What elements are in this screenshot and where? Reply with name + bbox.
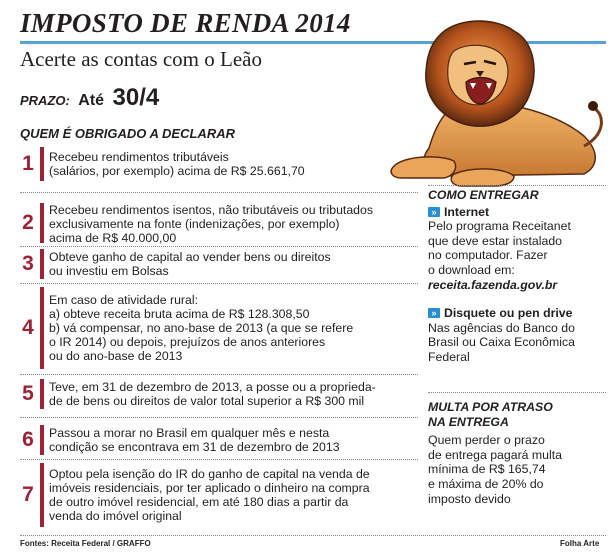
obligation-line: o IR 2014) ou depois, prejuízos de anos anteriores [49,335,326,349]
page-title: IMPOSTO DE RENDA 2014 [20,8,351,38]
obligation-line: Teve, em 31 de dezembro de 2013, a posse ou a proprieda- [49,380,376,394]
obligation-number: 1 [22,152,34,175]
item-separator [20,459,418,460]
obligation-line: ou investiu em Bolsas [49,264,169,278]
text-line: que deve estar instalado [428,233,562,248]
obligation-number: 6 [22,428,34,451]
text-line: de entrega pagará multa [428,447,562,462]
obligation-number: 7 [22,483,34,506]
penalty-description [428,433,608,506]
right-separator [428,185,606,186]
delivery-heading: COMO ENTREGAR [428,188,539,202]
obligation-line: de de bens ou direitos de valor total superior a R$ 300 mil [49,394,365,408]
deadline-label: PRAZO: [20,93,70,108]
deadline-date: 30/4 [112,84,160,111]
obligation-number: 3 [22,252,34,275]
obligation-item [20,379,418,409]
footer-credit: Folha Arte [560,539,600,548]
disquete-option [428,306,608,321]
delivery-section [428,188,608,365]
deadline [20,84,159,112]
obligation-text [49,203,418,243]
obligation-line: a) obteve receita bruta acima de R$ 128.308,50 [49,307,310,321]
deadline-prefix: Até [78,92,105,109]
text-line: Federal [428,349,470,364]
penalty-section [428,400,608,506]
text-line: Brasil ou Caixa Econômica [428,335,575,350]
lion-illustration [384,16,606,194]
obligation-line: Recebeu rendimentos tributáveis [49,150,229,164]
obligation-line: (salários, por exemplo) acima de R$ 25.661,70 [49,164,305,178]
text-line: Pelo programa Receitanet [428,219,571,234]
obligation-line: de outro imóvel residencial, em até 180 dias a partir da [49,495,349,509]
item-separator [20,246,418,247]
obligation-text [49,147,418,181]
obligation-line: Optou pela isenção do IR do ganho de capital na venda de [49,467,370,481]
obligation-line: imóveis residenciais, por ter aplicado o dinheiro na compra [49,481,370,495]
disquete-title: Disquete ou pen drive [444,306,573,321]
obligation-item [20,203,418,243]
obligation-line: Em caso de atividade rural: [49,293,199,307]
internet-option [428,205,608,220]
text-line: Quem perder o prazo [428,433,545,448]
text-line: MULTA POR ATRASO [428,400,553,414]
chevron-right-icon: » [428,308,440,318]
obligation-bar [40,203,44,243]
text-line: mínima de R$ 165,74 [428,462,546,477]
chevron-right-icon: » [428,207,440,217]
obligation-heading: QUEM É OBRIGADO A DECLARAR [20,126,235,141]
obligation-text [49,379,418,409]
obligation-line: exclusivamente na fonte (indenizações, por exemplo) [49,217,340,231]
obligation-line: Passou a morar no Brasil em qualquer mês e nesta [49,426,330,440]
obligation-bar [40,287,44,369]
obligation-bar [40,425,44,455]
text-line: imposto devido [428,491,511,506]
item-separator [20,417,418,418]
obligation-line: b) vá compensar, no ano-base de 2013 (a que se refere [49,321,354,335]
right-separator [428,392,606,393]
obligation-line: acima de R$ 40.000,00 [49,231,177,245]
obligation-line: ou do ano-base de 2013 [49,349,183,363]
obligation-number: 2 [22,211,34,234]
obligation-item [20,287,418,369]
text-line: e máxima de 20% do [428,476,544,491]
item-separator [20,283,418,284]
obligation-line: Recebeu rendimentos isentos, não tributáveis ou tributados [49,203,374,217]
obligation-bar [40,249,44,279]
obligation-line: condição se encontrava em 31 de dezembro de 2013 [49,440,340,454]
obligation-text [49,463,418,527]
text-line: no computador. Fazer [428,248,548,263]
footer-sources: Fontes: Receita Federal / GRAFFO [20,539,151,548]
obligation-number: 5 [22,382,34,405]
obligation-item [20,463,418,527]
penalty-heading [428,400,608,429]
footer-rule [20,535,606,536]
obligation-bar [40,379,44,409]
internet-title: Internet [444,204,490,219]
text-line: NA ENTREGA [428,414,509,429]
item-separator [20,374,418,375]
obligation-bar [40,147,44,181]
obligation-line: venda do imóvel original [49,509,182,523]
obligation-item [20,249,418,279]
obligation-text [49,287,418,369]
text-line: o download em: [428,262,515,277]
obligation-number: 4 [22,316,34,339]
disquete-description [428,321,608,365]
internet-url: receita.fazenda.gov.br [428,277,558,292]
obligation-text [49,249,418,279]
obligation-line: Obteve ganho de capital ao vender bens ou direitos [49,250,331,264]
page-subtitle: Acerte as contas com o Leão [20,47,262,71]
obligation-item [20,147,418,181]
text-line: Nas agências do Banco do [428,320,575,335]
obligation-text [49,425,418,455]
item-separator [20,192,418,193]
internet-description [428,219,608,277]
obligation-item [20,425,418,455]
obligation-bar [40,463,44,527]
